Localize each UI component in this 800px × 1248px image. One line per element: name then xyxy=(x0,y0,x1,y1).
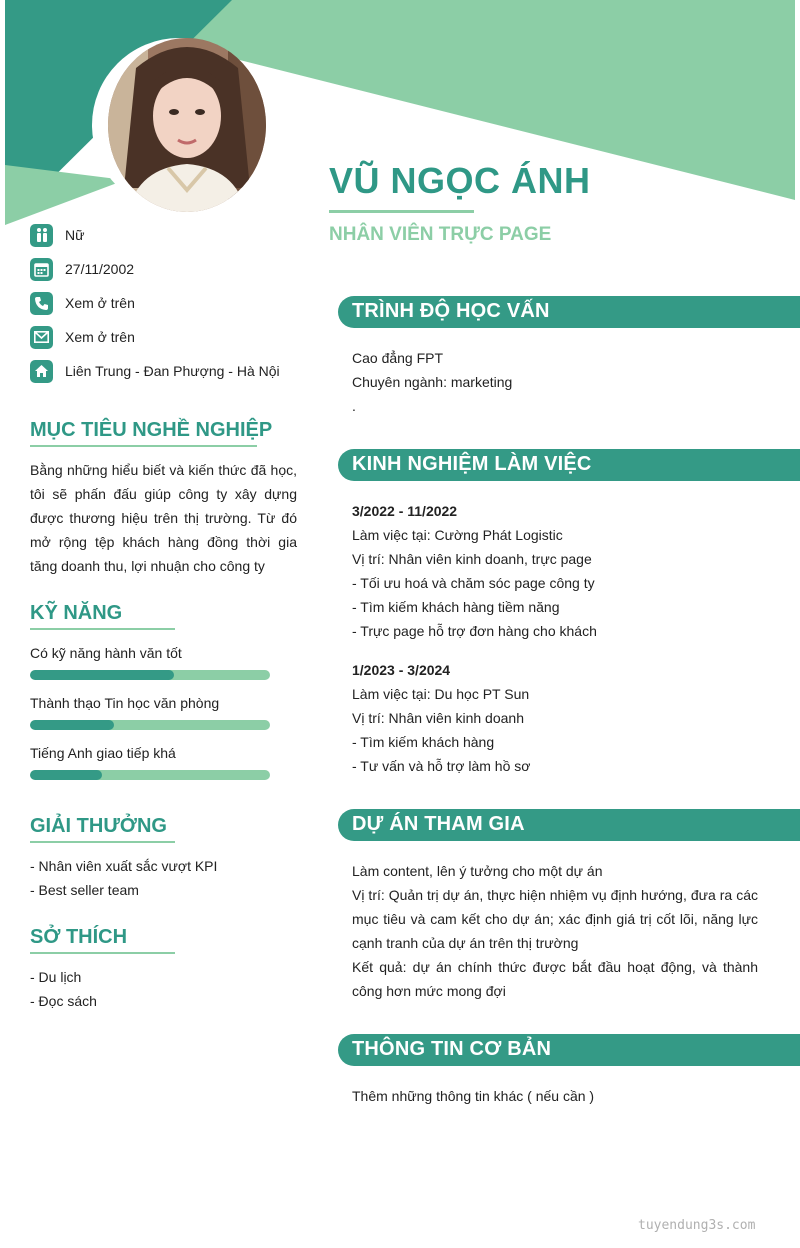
project-description: Làm content, lên ý tưởng cho một dự án Vị trí: Quản trị dự án, thực hiện nhiệm vụ định hướng, đưa ra các mục tiêu và cam kết cho dự án; xác định giá trị cốt lõi, năng lực cạnh tranh của dự án trên thị trường Kết quả: dự án chính thức được bắt đầu hoạt động, và thành công hơn mức mong đợi xyxy=(352,863,758,999)
avatar xyxy=(108,38,266,212)
job-line: Làm việc tại: Cường Phát Logistic xyxy=(352,527,563,543)
award-item: - Best seller team xyxy=(30,882,139,898)
skill-name: Tiếng Anh giao tiếp khá xyxy=(30,745,176,761)
contact-address-text: Liên Trung - Đan Phượng - Hà Nội xyxy=(65,363,280,379)
hobbies-underline xyxy=(30,952,175,954)
contact-gender xyxy=(30,223,84,247)
skill-bar xyxy=(30,670,270,680)
objective-underline xyxy=(30,445,257,447)
skill-bar-fill xyxy=(30,670,174,680)
basic-info-section-bar xyxy=(338,1034,800,1066)
job-period: 3/2022 - 11/2022 xyxy=(352,503,458,519)
education-line: Cao đẳng FPT xyxy=(352,350,444,366)
skill-name: Có kỹ năng hành văn tốt xyxy=(30,645,182,661)
skill-bar xyxy=(30,770,270,780)
hobbies-heading: SỞ THÍCH xyxy=(30,926,128,948)
objective-heading: MỤC TIÊU NGHỀ NGHIỆP xyxy=(30,419,273,441)
email-icon xyxy=(30,326,53,349)
job-line: - Tư vấn và hỗ trợ làm hồ sơ xyxy=(352,758,531,774)
basic-info-text: Thêm những thông tin khác ( nếu cần ) xyxy=(352,1088,595,1104)
job-period: 1/2023 - 3/2024 xyxy=(352,662,451,678)
contact-birthday-text: 27/11/2002 xyxy=(65,261,135,277)
skill-name: Thành thạo Tin học văn phòng xyxy=(30,695,220,711)
contact-email-text: Xem ở trên xyxy=(65,329,135,345)
basic-info-heading: THÔNG TIN CƠ BẢN xyxy=(352,1038,552,1060)
contact-phone xyxy=(30,291,135,315)
contact-gender-text: Nữ xyxy=(65,227,85,243)
award-item: - Nhân viên xuất sắc vượt KPI xyxy=(30,858,218,874)
skill-bar xyxy=(30,720,270,730)
contact-birthday xyxy=(30,257,134,281)
phone-icon xyxy=(30,292,53,315)
job-line: Vị trí: Nhân viên kinh doanh xyxy=(352,710,524,726)
experience-section-bar xyxy=(338,449,800,481)
awards-underline xyxy=(30,841,175,843)
name-underline xyxy=(329,210,474,213)
hobby-item: - Đọc sách xyxy=(30,993,97,1009)
home-icon xyxy=(30,360,53,383)
watermark: tuyendung3s.com xyxy=(638,1218,756,1233)
projects-section-bar xyxy=(338,809,800,841)
projects-heading: DỰ ÁN THAM GIA xyxy=(352,813,525,835)
skill-bar-fill xyxy=(30,770,102,780)
education-line: . xyxy=(352,398,356,414)
job-title: NHÂN VIÊN TRỰC PAGE xyxy=(329,224,552,245)
objective-text: Bằng những hiểu biết và kiến thức đã học, tôi sẽ phấn đấu giúp công ty xây dựng được thương hiệu trên thị trường. Từ đó mở rộng tệp khách hàng đồng thời gia tăng doanh thu, lợi nhuận cho công ty xyxy=(30,462,297,574)
skills-underline xyxy=(30,628,175,630)
job-line: - Tối ưu hoá và chăm sóc page công ty xyxy=(352,575,595,591)
contact-phone-text: Xem ở trên xyxy=(65,295,135,311)
job-line: Làm việc tại: Du học PT Sun xyxy=(352,686,530,702)
job-line: - Tìm kiếm khách hàng xyxy=(352,734,495,750)
job-line: - Trực page hỗ trợ đơn hàng cho khách xyxy=(352,623,597,639)
calendar-icon xyxy=(30,258,53,281)
education-line: Chuyên ngành: marketing xyxy=(352,374,513,390)
skills-heading: KỸ NĂNG xyxy=(30,602,123,624)
skill-bar-fill xyxy=(30,720,114,730)
candidate-name: VŨ NGỌC ÁNH xyxy=(329,160,591,201)
experience-heading: KINH NGHIỆM LÀM VIỆC xyxy=(352,453,592,475)
contact-email xyxy=(30,325,135,349)
gender-icon xyxy=(30,224,53,247)
education-heading: TRÌNH ĐỘ HỌC VẤN xyxy=(352,300,550,322)
job-line: Vị trí: Nhân viên kinh doanh, trực page xyxy=(352,551,592,567)
job-line: - Tìm kiếm khách hàng tiềm năng xyxy=(352,599,560,615)
awards-heading: GIẢI THƯỞNG xyxy=(30,815,167,837)
contact-address xyxy=(30,359,280,383)
education-section-bar xyxy=(338,296,800,328)
hobby-item: - Du lịch xyxy=(30,969,82,985)
